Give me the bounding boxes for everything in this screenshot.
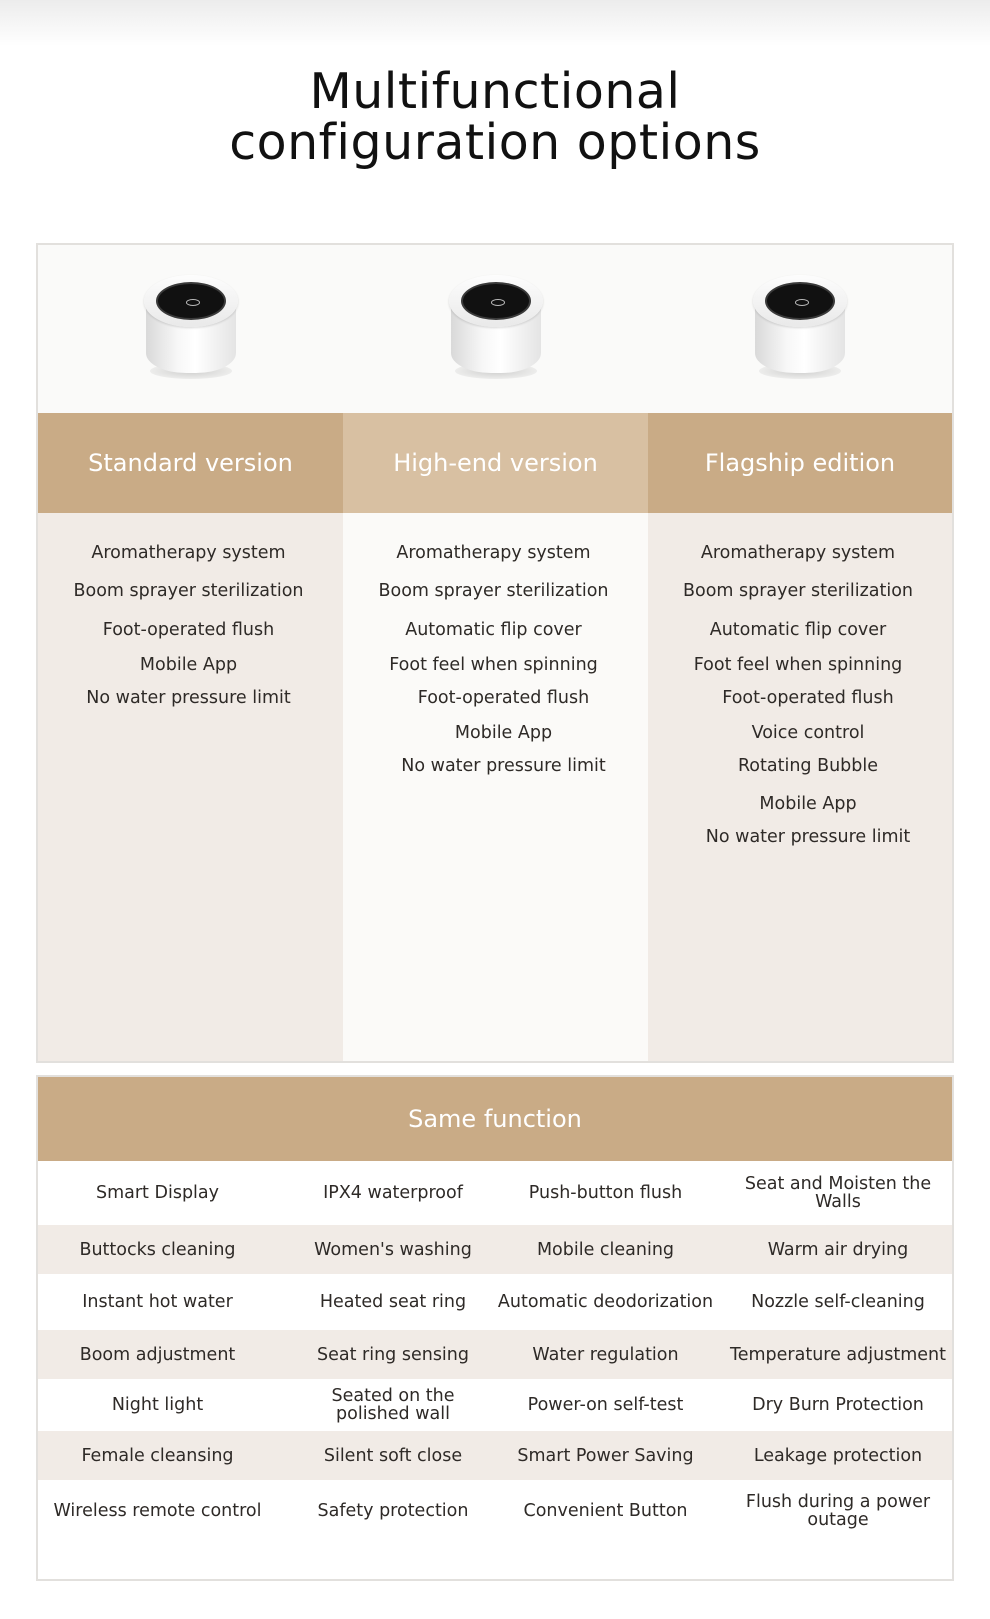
table-cell: Night light [111, 1395, 204, 1415]
feature-item: Foot feel when spinning [693, 655, 903, 675]
table-row [38, 1431, 952, 1480]
feature-item: Aromatherapy system [700, 543, 896, 563]
feature-item: Boom sprayer sterilization [682, 581, 913, 601]
product-image-area [648, 245, 952, 413]
feature-item: Foot feel when spinning [389, 655, 598, 675]
table-cell: Seat ring sensing [317, 1344, 469, 1365]
table-cell: Wireless remote control [53, 1500, 262, 1521]
table-cell: Buttocks cleaning [79, 1239, 236, 1260]
table-row [38, 1480, 952, 1541]
table-cell: Mobile cleaning [536, 1239, 675, 1260]
table-cell: Flush during a power outage [745, 1491, 931, 1530]
feature-list [343, 513, 648, 1061]
table-row [38, 1330, 952, 1379]
page-title [0, 63, 990, 171]
table-cell: Temperature adjustment [730, 1344, 946, 1365]
version-comparison-panel [36, 243, 954, 1063]
top-fade [0, 0, 990, 46]
feature-item: Boom sprayer sterilization [73, 581, 304, 601]
table-cell: Water regulation [532, 1344, 679, 1365]
version-column-standard [38, 245, 343, 1061]
table-cell: Automatic deodorization [497, 1292, 714, 1312]
table-row [38, 1161, 952, 1225]
table-cell: Silent soft close [323, 1445, 463, 1466]
table-cell: Push-button flush [528, 1183, 683, 1203]
feature-list [38, 513, 343, 1061]
feature-item: Foot-operated flush [102, 620, 275, 640]
table-row [38, 1274, 952, 1330]
feature-item: Automatic flip cover [405, 620, 582, 640]
page-title-line-2: configuration options [229, 114, 761, 171]
feature-item: Foot-operated flush [417, 688, 590, 708]
feature-item: Mobile App [454, 723, 553, 743]
version-column-high-end [343, 245, 648, 1061]
table-cell: Smart Display [95, 1183, 219, 1203]
feature-item: Voice control [751, 723, 865, 743]
table-cell: Instant hot water [82, 1292, 233, 1312]
table-cell: Convenient Button [523, 1500, 688, 1521]
same-function-table [36, 1075, 954, 1581]
version-title: Flagship edition [648, 413, 952, 513]
feature-item: Aromatherapy system [91, 543, 286, 563]
feature-item: No water pressure limit [705, 827, 911, 847]
table-cell: Safety protection [317, 1500, 469, 1521]
feature-item: Mobile App [759, 794, 857, 814]
table-cell: Power-on self-test [527, 1395, 684, 1415]
feature-item: Foot-operated flush [722, 688, 894, 708]
smart-toilet-controller-icon [753, 275, 847, 379]
version-column-flagship [648, 245, 952, 1061]
product-image-area [38, 245, 343, 413]
table-cell: Heated seat ring [319, 1292, 467, 1312]
smart-toilet-controller-icon [449, 275, 543, 379]
table-cell: Seat and Moisten the Walls [744, 1174, 932, 1212]
table-cell: Warm air drying [767, 1239, 909, 1260]
table-cell: Nozzle self-cleaning [751, 1292, 925, 1312]
product-image-area [343, 245, 648, 413]
table-row [38, 1225, 952, 1274]
feature-item: Mobile App [139, 655, 238, 675]
feature-item: Boom sprayer sterilization [378, 581, 609, 601]
table-cell: Smart Power Saving [517, 1445, 694, 1466]
feature-item: Automatic flip cover [709, 620, 887, 640]
table-cell: Female cleansing [81, 1445, 234, 1466]
table-cell: Women's washing [314, 1239, 472, 1260]
feature-item: Aromatherapy system [396, 543, 591, 563]
feature-item: No water pressure limit [401, 756, 606, 776]
version-title: High-end version [343, 413, 648, 513]
table-cell: Boom adjustment [79, 1344, 236, 1365]
page-title-line-1: Multifunctional [309, 63, 681, 120]
feature-item: Rotating Bubble [737, 756, 879, 776]
feature-item: No water pressure limit [86, 688, 291, 708]
feature-list [648, 513, 952, 1061]
table-cell: Leakage protection [753, 1445, 923, 1466]
smart-toilet-controller-icon [144, 275, 238, 379]
table-cell: Seated on the polished wall [331, 1386, 455, 1424]
table-row [38, 1379, 952, 1431]
same-function-title: Same function [38, 1077, 952, 1161]
table-cell: Dry Burn Protection [752, 1395, 924, 1415]
version-title: Standard version [38, 413, 343, 513]
table-cell: IPX4 waterproof [323, 1183, 463, 1203]
